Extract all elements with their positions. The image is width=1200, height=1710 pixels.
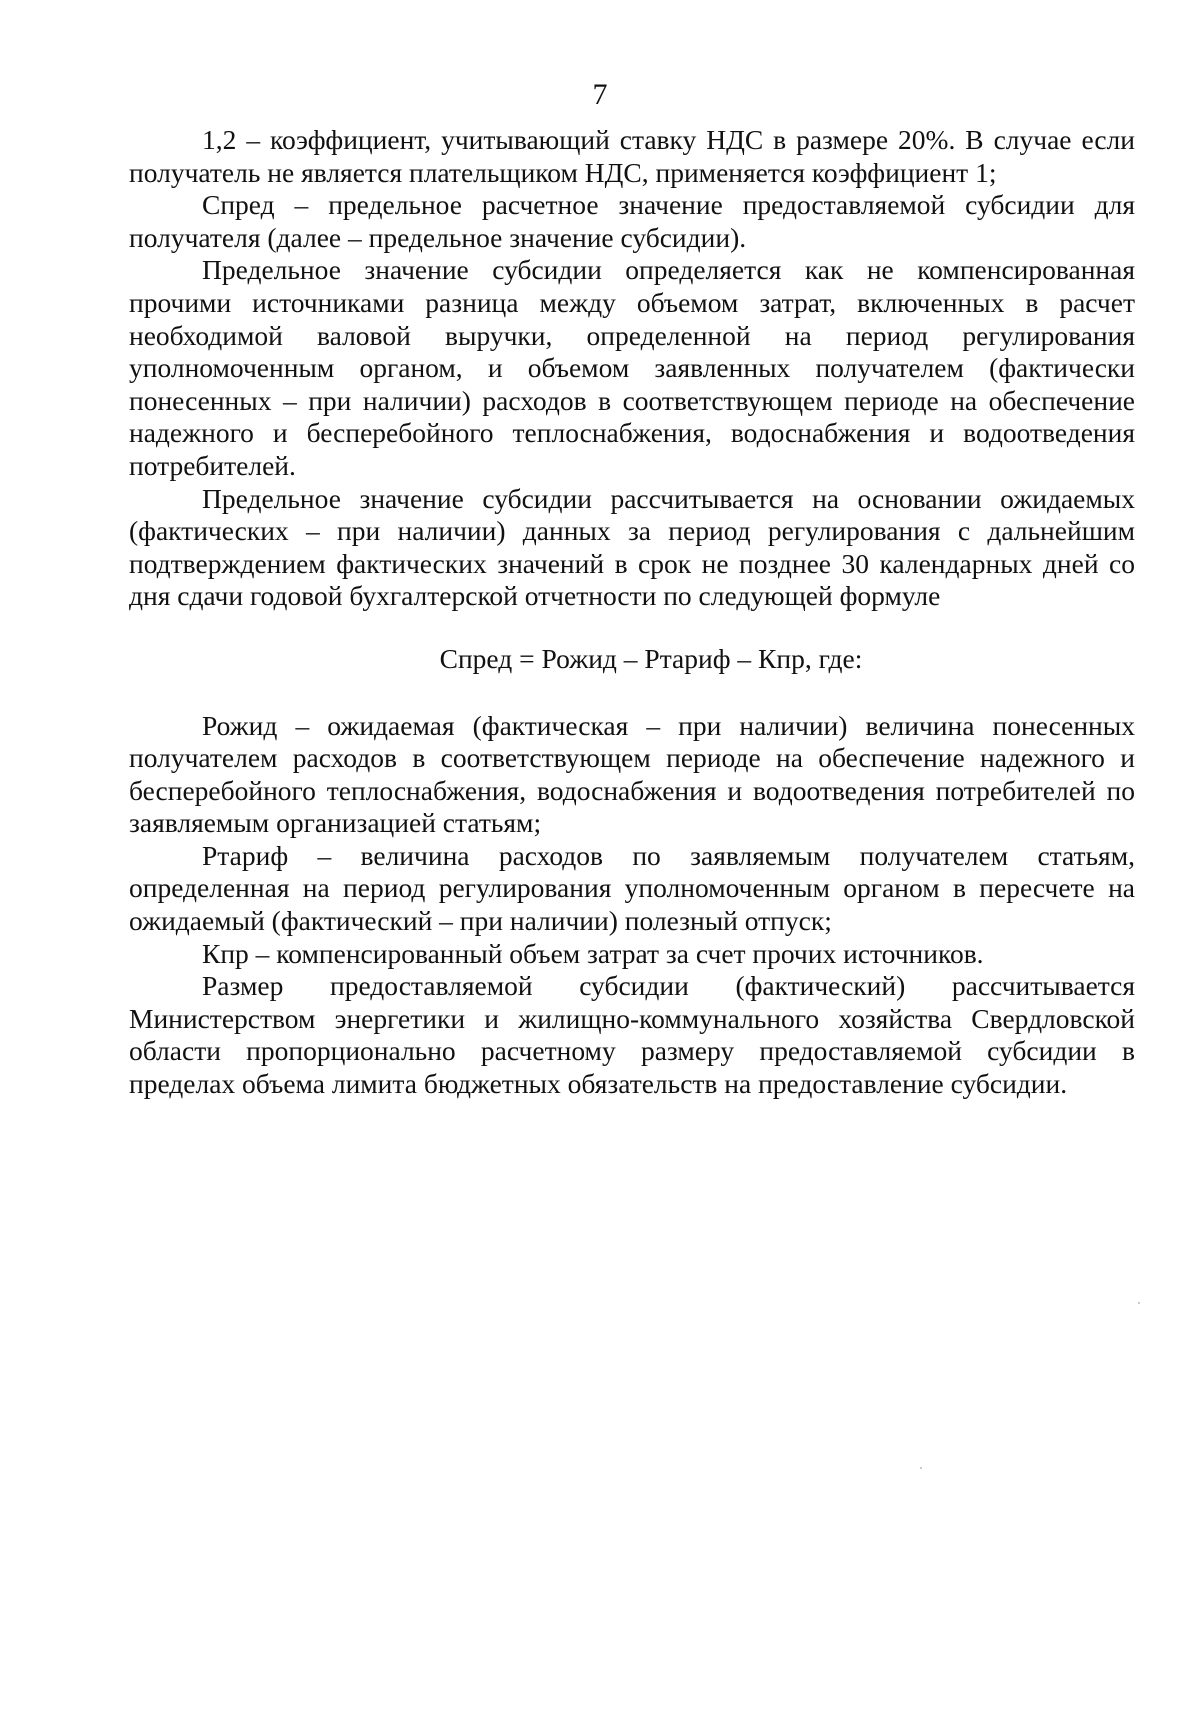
definition-rozhid: Рожид – ожидаемая (фактическая – при наличии) величина понесенных получателем расходов в соответствующем периоде на обеспечение надежного и бесперебойного теплоснабжения, водоснабжения и водоотведения потребителей по заявляемым организацией статьям; bbox=[129, 709, 1135, 839]
paragraph-limit-determination: Предельное значение субсидии определяется как не компенсированная прочими источниками разница между объемом затрат, включенных в расчет необходимой валовой выручки, определенной на период регулирования уполномоченным органом, и объемом заявленных получателем (фактически понесенных – при наличии) расходов в соответствующем периоде на обеспечение надежного и бесперебойного теплоснабжения, водоснабжения и водоотведения потребителей. bbox=[129, 254, 1135, 481]
definition-rtarif: Ртариф – величина расходов по заявляемым получателем статьям, определенная на период регулирования уполномоченным органом в пересчете на ожидаемый (фактический – при наличии) полезный отпуск; bbox=[129, 839, 1135, 937]
document-body bbox=[129, 124, 1135, 1101]
scan-speck bbox=[1138, 1302, 1140, 1304]
definition-kpr: Кпр – компенсированный объем затрат за счет прочих источников. bbox=[202, 937, 984, 969]
paragraph-spred-definition: Спред – предельное расчетное значение предоставляемой субсидии для получателя (далее – предельное значение субсидии). bbox=[129, 189, 1135, 253]
paragraph-subsidy-size: Размер предоставляемой субсидии (фактический) рассчитывается Министерством энергетики и жилищно-коммунального хозяйства Свердловской области пропорционально расчетному размеру предоставляемой субсидии в пределах объема лимита бюджетных обязательств на предоставление субсидии. bbox=[129, 970, 1135, 1100]
scan-speck bbox=[920, 1467, 922, 1469]
paragraph-limit-calculation: Предельное значение субсидии рассчитывается на основании ожидаемых (фактических – при наличии) данных за период регулирования с дальнейшим подтверждением фактических значений в срок не позднее 30 календарных дней со дня сдачи годовой бухгалтерской отчетности по следующей формуле bbox=[129, 482, 1135, 612]
formula: Спред = Рожид – Ртариф – Кпр, где: bbox=[439, 642, 863, 674]
page-number: 7 bbox=[592, 78, 608, 111]
paragraph-vat-coefficient: 1,2 – коэффициент, учитывающий ставку НДС в размере 20%. В случае если получатель не является плательщиком НДС, применяется коэффициент 1; bbox=[129, 124, 1135, 188]
